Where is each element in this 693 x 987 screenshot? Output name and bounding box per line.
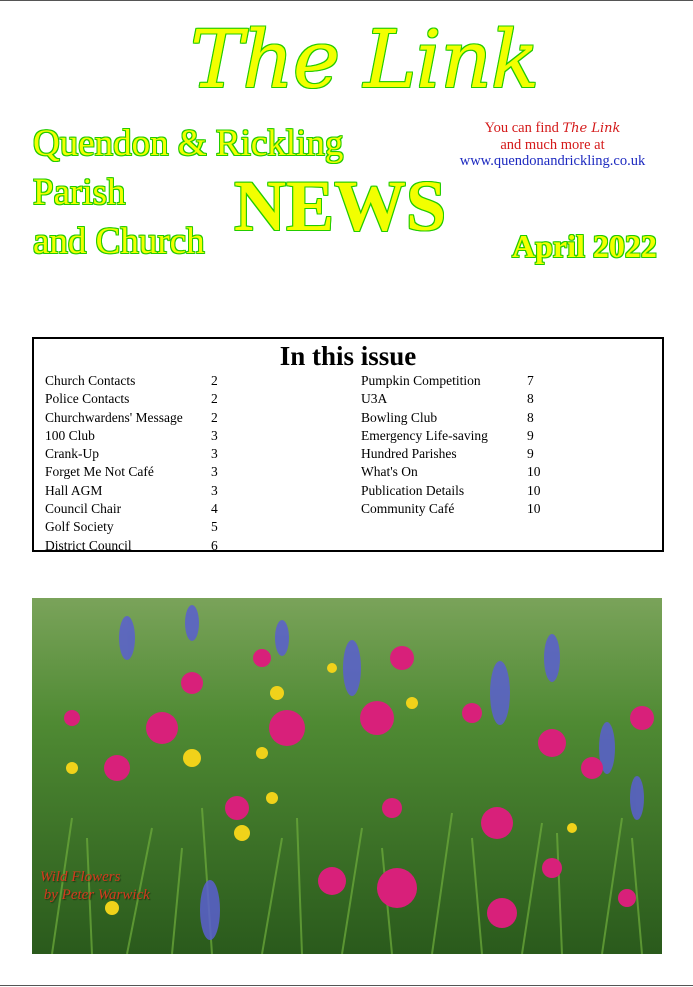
toc-page: 10 bbox=[527, 482, 541, 498]
toc-label: District Council bbox=[45, 537, 132, 553]
wildflower-photo bbox=[32, 598, 662, 954]
toc-page: 8 bbox=[527, 409, 534, 425]
toc-page: 2 bbox=[211, 373, 218, 388]
toc-page: 10 bbox=[527, 464, 541, 480]
website-url[interactable]: www.quendonandrickling.co.uk bbox=[459, 153, 646, 169]
toc-label: What's On bbox=[361, 464, 418, 480]
toc-page: 2 bbox=[211, 391, 218, 407]
find-us-prefix: You can find bbox=[484, 120, 563, 136]
find-us-notice bbox=[440, 120, 665, 169]
toc-label: Hall AGM bbox=[45, 482, 103, 498]
toc-label: Crank-Up bbox=[45, 446, 99, 462]
toc-page: 4 bbox=[211, 501, 218, 517]
caption-line-1: Wild Flowers bbox=[40, 869, 121, 885]
toc-label: Hundred Parishes bbox=[361, 446, 457, 462]
toc-page: 2 bbox=[211, 409, 218, 425]
news-heading: NEWS bbox=[234, 166, 447, 246]
issue-date: April 2022 bbox=[512, 228, 657, 264]
toc-page: 3 bbox=[211, 446, 218, 462]
toc-label: 100 Club bbox=[45, 427, 95, 443]
toc-page: 7 bbox=[527, 373, 534, 388]
toc-label: Pumpkin Competition bbox=[361, 373, 481, 388]
toc-page: 5 bbox=[211, 519, 218, 535]
contents-box bbox=[32, 337, 664, 552]
subtitle-line-3: and Church bbox=[33, 221, 205, 262]
toc-label: Emergency Life-saving bbox=[361, 427, 488, 443]
toc-label: Council Chair bbox=[45, 501, 122, 517]
photo-caption bbox=[40, 868, 150, 904]
toc-page: 3 bbox=[211, 427, 218, 443]
subtitle-line-2: Parish bbox=[33, 172, 126, 213]
toc-label: Police Contacts bbox=[45, 391, 130, 407]
toc-label: Community Café bbox=[361, 501, 455, 517]
toc-page: 9 bbox=[527, 427, 534, 443]
toc-page: 9 bbox=[527, 446, 534, 462]
subtitle-line-1: Quendon & Rickling bbox=[33, 123, 344, 164]
toc-page: 8 bbox=[527, 391, 534, 407]
toc-page: 3 bbox=[211, 464, 218, 480]
toc-label: Forget Me Not Café bbox=[45, 464, 154, 480]
toc-page: 3 bbox=[211, 482, 218, 498]
top-rule bbox=[0, 0, 693, 1]
toc-label: U3A bbox=[361, 391, 388, 407]
find-us-line-2: and much more at bbox=[500, 137, 605, 153]
toc-label: Churchwardens' Message bbox=[45, 409, 183, 425]
caption-line-2: by Peter Warwick bbox=[40, 887, 150, 903]
toc-label: Publication Details bbox=[361, 482, 465, 498]
toc-label: Church Contacts bbox=[45, 373, 136, 388]
toc-label: Golf Society bbox=[45, 519, 114, 535]
find-us-line-1 bbox=[440, 120, 665, 137]
toc-page: 10 bbox=[527, 501, 541, 517]
masthead-title: The Link bbox=[190, 13, 539, 106]
bottom-rule bbox=[0, 985, 693, 986]
toc-page: 6 bbox=[211, 537, 218, 553]
find-us-title: The Link bbox=[562, 121, 621, 136]
contents-title: In this issue bbox=[279, 341, 417, 371]
toc-label: Bowling Club bbox=[361, 409, 438, 425]
